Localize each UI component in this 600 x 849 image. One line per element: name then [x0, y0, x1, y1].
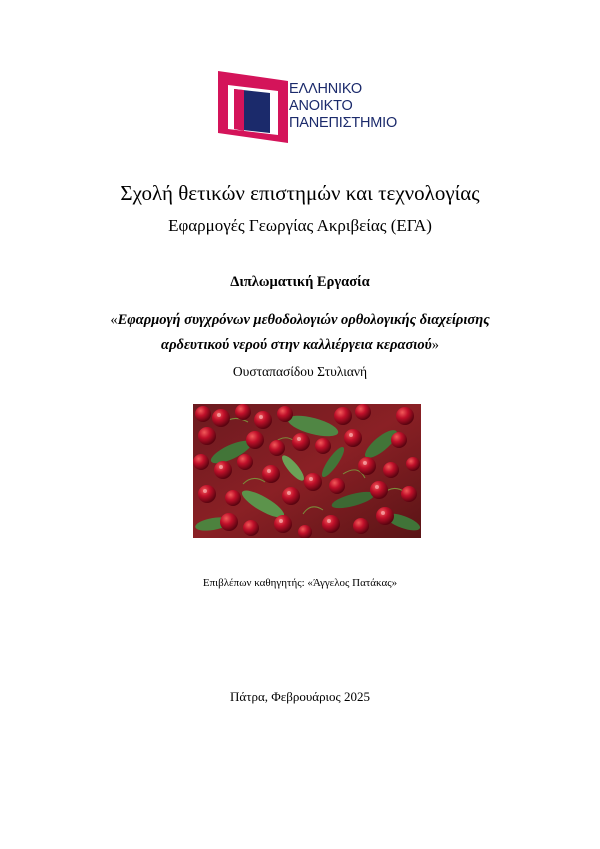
open-quote: «: [110, 312, 118, 328]
logo-line-3: ΠΑΝΕΠΙΣΤΗΜΙΟ: [289, 115, 398, 131]
thesis-title-line-2: [70, 333, 530, 358]
author-name: Ουσταπασίδου Στυλιανή: [232, 364, 368, 379]
program-name: Εφαρμογές Γεωργίας Ακριβείας (ΕΓΑ): [168, 216, 432, 235]
supervisor-line: Επιβλέπων καθηγητής: «Άγγελος Πατάκας»: [202, 577, 398, 589]
close-quote: »: [431, 337, 439, 353]
thesis-title: [70, 308, 530, 358]
university-logo-text: [289, 81, 397, 132]
thesis-label: Διπλωματική Εργασία: [230, 274, 370, 290]
thesis-title-text-2: αρδευτικού νερού στην καλλιέργεια κερασιού: [161, 337, 432, 353]
thesis-title-text-1: Εφαρμογή συγχρόνων μεθοδολογιών ορθολογικής διαχείρισης: [117, 312, 490, 328]
school-name: Σχολή θετικών επιστημών και τεχνολογίας: [120, 181, 480, 205]
thesis-title-line-1: [70, 308, 530, 333]
logo-line-1: ΕΛΛΗΝΙΚΟ: [289, 81, 362, 97]
university-logo: [218, 71, 400, 143]
place-date: Πάτρα, Φεβρουάριος 2025: [230, 689, 370, 704]
university-logo-mark-icon: [218, 71, 288, 143]
cherries-photo: [193, 404, 421, 538]
logo-line-2: ΑΝΟΙΚΤΟ: [289, 98, 353, 114]
